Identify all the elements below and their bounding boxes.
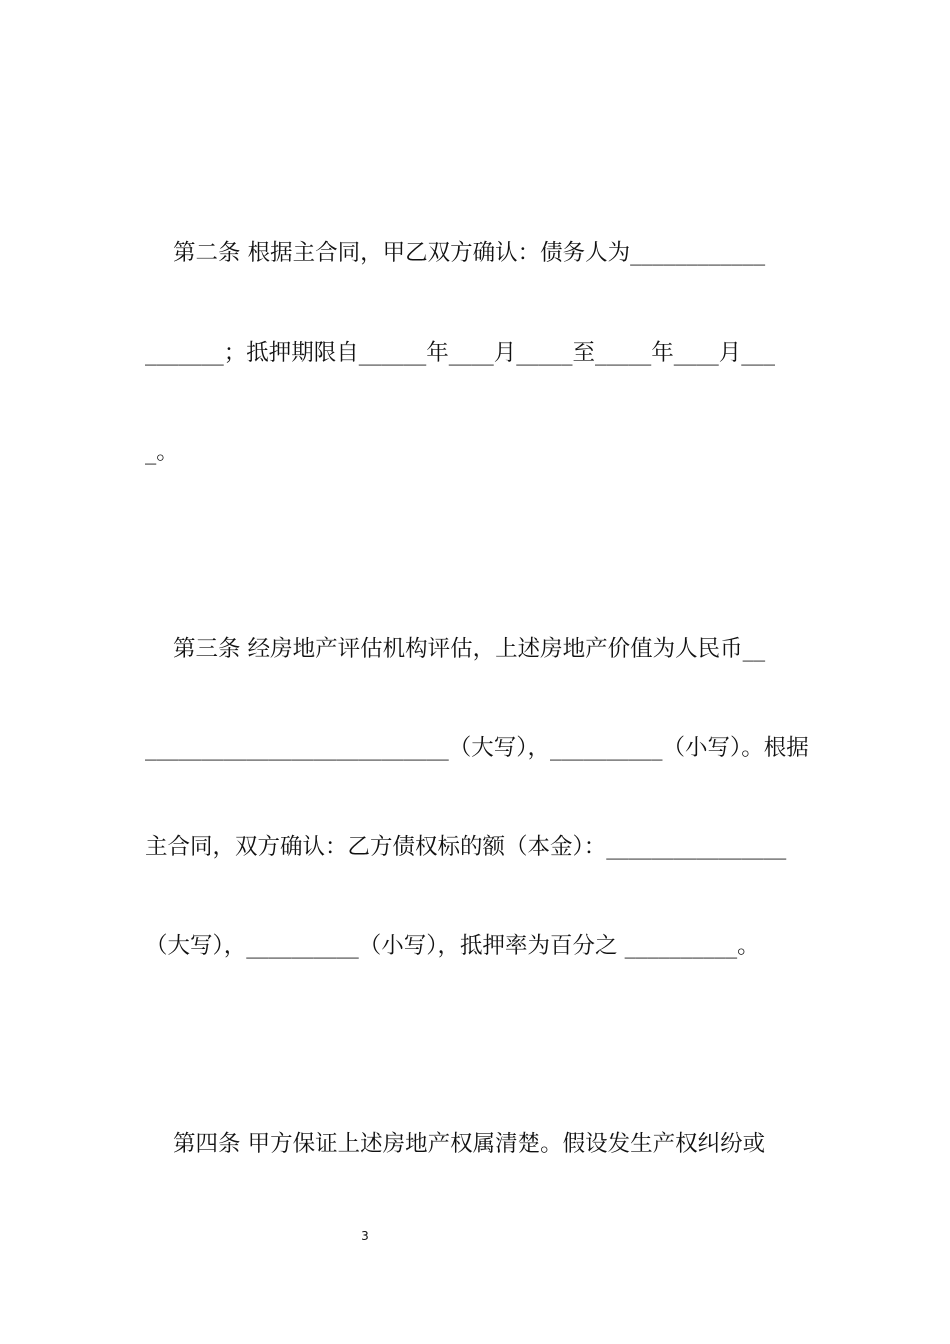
article-2-line-1: 第二条 根据主合同，甲乙双方确认：债务人为____________ — [173, 240, 766, 266]
article-2-line-3: _。 — [145, 439, 179, 465]
article-3-line-3: 主合同，双方确认：乙方债权标的额（本金）：________________ — [145, 834, 787, 860]
article-3-line-4: （大写），__________（小写），抵押率为百分之 __________。 — [145, 933, 760, 959]
article-4-line-1: 第四条 甲方保证上述房地产权属清楚。假设发生产权纠纷或 — [173, 1131, 766, 1157]
article-3-line-1: 第三条 经房地产评估机构评估，上述房地产价值为人民币__ — [173, 636, 766, 662]
article-3-line-2: ___________________________（大写），__________（小写）。根据 — [145, 735, 809, 761]
article-2-line-2: _______；抵押期限自______年____月_____至_____年____月___ — [145, 340, 776, 366]
page-number: 3 — [361, 1229, 369, 1243]
